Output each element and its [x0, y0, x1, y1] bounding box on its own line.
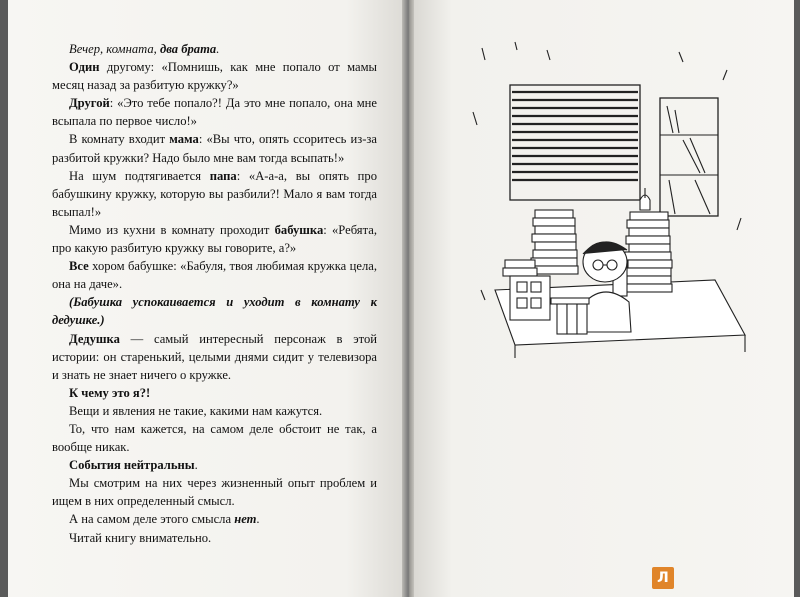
text-run: бабушка — [274, 222, 324, 237]
text-run: Все — [69, 259, 89, 274]
paragraph — [52, 420, 377, 456]
paragraph — [52, 529, 377, 547]
text-run: Другой — [69, 96, 110, 111]
paragraph — [52, 293, 377, 329]
paragraph — [52, 130, 377, 166]
paragraph — [52, 40, 377, 58]
text-run: Читай книгу внимательно. — [69, 530, 212, 545]
text-run: два брата — [159, 42, 217, 56]
text-run: папа — [209, 168, 237, 183]
paragraph — [52, 330, 377, 384]
paragraph — [52, 510, 377, 528]
paragraph — [52, 94, 377, 130]
left-page-text — [52, 40, 377, 547]
text-run: Мимо из кухни в комнату проходит — [69, 222, 275, 237]
text-run: : «А-а-а, вы опять про бабушкину кружку, которую вы разбили?! Мало я вам тогда всыпал!» — [52, 168, 377, 219]
paragraph — [52, 474, 377, 510]
text-run: : «Вы что, опять ссоритесь из-за разбитой кружки? Надо было мне вам тогда всыпать!» — [52, 132, 377, 165]
illustration-student-with-books — [455, 40, 755, 360]
paragraph — [52, 456, 377, 474]
text-run: : «Это тебе попало?! Да это мне попало, она мне всыпала по первое число!» — [52, 96, 377, 129]
bleed-through-right — [445, 30, 785, 46]
text-run: В комнату входит — [69, 132, 170, 147]
text-run: К чему это я?! — [69, 385, 151, 400]
text-run: Мы смотрим на них через жизненный опыт проблем и ищем в них определенный смысл. — [52, 476, 377, 509]
text-run: другому: «Помнишь, как мне попало от мамы месяц назад за разбитую кружку?» — [52, 60, 377, 93]
text-run: . — [194, 458, 198, 473]
text-run: Вещи и явления не такие, какими нам кажутся. — [69, 403, 323, 418]
paragraph — [52, 58, 377, 94]
text-run: хором бабушке: «Бабуля, твоя любимая кружка цела, она на даче». — [52, 259, 377, 292]
text-run: мама — [169, 132, 199, 147]
text-run: То, что нам кажется, на самом деле обстоит не так, а вообще никак. — [52, 421, 377, 455]
text-run: : «Ребята, про какую разбитую кружку вы говорите, а?» — [52, 222, 377, 256]
text-run: Вечер, комната, — [69, 42, 160, 56]
labirint-logo: Л — [652, 567, 674, 589]
paragraph — [52, 167, 377, 221]
text-run: События нейтральны — [69, 458, 195, 473]
text-run: . — [256, 512, 260, 527]
text-run: А на самом деле этого смысла — [69, 512, 235, 527]
text-run: — самый интересный персонаж в этой истории: он старенький, целыми днями сидит у телевизора и знать не знает ничего о кружке. — [52, 331, 377, 382]
paragraph — [52, 221, 377, 257]
paragraph — [52, 257, 377, 293]
text-run: Дедушка — [69, 331, 120, 346]
paragraph — [52, 402, 377, 420]
text-run: Один — [69, 60, 100, 75]
text-run: (Бабушка успокаивается и уходит в комнату к дедушке.) — [52, 295, 377, 328]
text-run: На шум подтягивается — [69, 168, 210, 183]
text-run: нет — [234, 512, 257, 527]
paragraph — [52, 384, 377, 402]
text-run: . — [216, 42, 220, 56]
